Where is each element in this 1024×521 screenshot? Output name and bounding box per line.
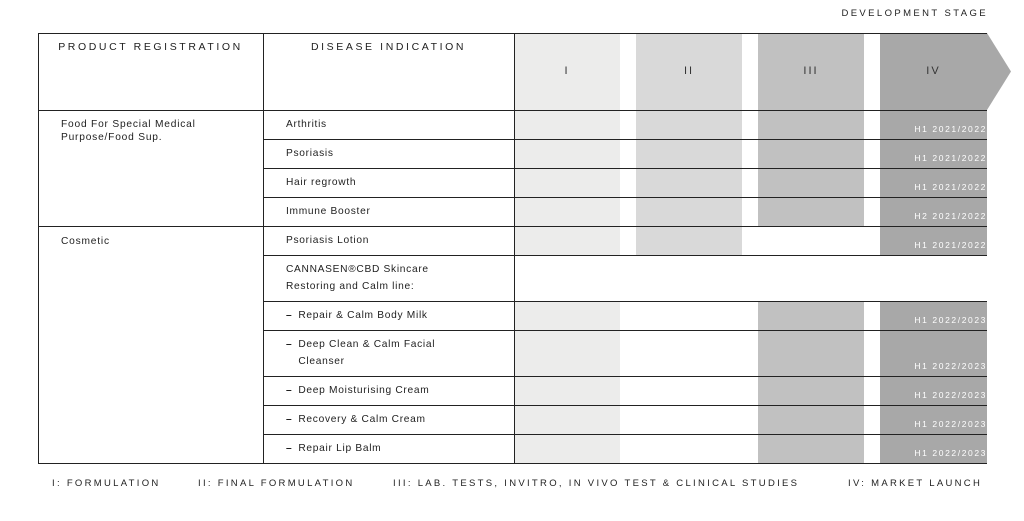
indication-cell: CANNASEN®CBD Skincare Restoring and Calm line: bbox=[286, 264, 429, 292]
indication-cell bbox=[286, 336, 486, 370]
indication-cell: Hair regrowth bbox=[286, 177, 357, 188]
launch-date-badge: H1 2022/2023 bbox=[914, 315, 987, 325]
development-stage-label: DEVELOPMENT STAGE bbox=[841, 8, 988, 19]
group-cosmetic: Cosmetic bbox=[61, 236, 110, 247]
stage-1-bar bbox=[514, 376, 620, 405]
row-divider bbox=[38, 110, 987, 111]
stage-2-label: II bbox=[683, 65, 695, 77]
dash-marker-icon: – bbox=[286, 310, 293, 321]
row-divider bbox=[263, 139, 987, 140]
indication-cell: Immune Booster bbox=[286, 206, 371, 217]
indication-cell bbox=[286, 411, 486, 428]
dash-marker-icon: – bbox=[286, 414, 293, 425]
stage-3-bar bbox=[758, 110, 864, 139]
stage-1-bar bbox=[514, 434, 620, 463]
row-divider bbox=[263, 168, 987, 169]
launch-date-badge: H1 2022/2023 bbox=[914, 390, 987, 400]
legend-final-formulation: II: FINAL FORMULATION bbox=[198, 478, 355, 489]
stage-3-bar bbox=[758, 405, 864, 434]
indication-cell: Psoriasis Lotion bbox=[286, 235, 370, 246]
indication-cell bbox=[286, 440, 486, 457]
stage-2-bar bbox=[636, 110, 742, 139]
stage-1-bar bbox=[514, 168, 620, 197]
stage-3-bar bbox=[758, 330, 864, 376]
indication-cell bbox=[286, 382, 486, 399]
indication-label: Repair & Calm Body Milk bbox=[298, 310, 428, 321]
row-divider bbox=[263, 405, 987, 406]
stage-1-bar bbox=[514, 139, 620, 168]
stage-3-bar bbox=[758, 168, 864, 197]
launch-date-badge: H2 2021/2022 bbox=[914, 211, 987, 221]
stage-1-bar bbox=[514, 330, 620, 376]
launch-date-badge: H1 2022/2023 bbox=[914, 419, 987, 429]
group-food-supplement: Food For Special Medical Purpose/Food Sup. bbox=[61, 119, 196, 143]
stage-1-bar bbox=[514, 197, 620, 226]
stage-3-bar bbox=[758, 301, 864, 330]
disease-indication-heading: DISEASE INDICATION bbox=[310, 41, 467, 53]
stage-2-bar bbox=[636, 168, 742, 197]
dash-marker-icon: – bbox=[286, 339, 293, 350]
row-divider bbox=[38, 33, 987, 34]
row-divider bbox=[263, 255, 987, 256]
column-divider bbox=[38, 33, 39, 464]
row-divider bbox=[38, 463, 987, 464]
row-divider bbox=[263, 376, 987, 377]
launch-date-badge: H1 2021/2022 bbox=[914, 153, 987, 163]
dash-marker-icon: – bbox=[286, 385, 293, 396]
indication-label: Deep Moisturising Cream bbox=[298, 385, 430, 396]
stage-3-label: III bbox=[803, 65, 819, 77]
stage-1-bar bbox=[514, 110, 620, 139]
legend-formulation: I: FORMULATION bbox=[52, 478, 161, 489]
launch-date-badge: H1 2021/2022 bbox=[914, 124, 987, 134]
column-divider bbox=[514, 33, 515, 464]
launch-date-badge: H1 2022/2023 bbox=[914, 448, 987, 458]
stage-2-bar bbox=[636, 139, 742, 168]
indication-cell: Psoriasis bbox=[286, 148, 334, 159]
launch-date-badge: H1 2021/2022 bbox=[914, 182, 987, 192]
legend-lab-tests: III: LAB. TESTS, INVITRO, IN VIVO TEST & CLINICAL STUDIES bbox=[393, 478, 800, 489]
dash-marker-icon: – bbox=[286, 443, 293, 454]
launch-date-badge: H1 2022/2023 bbox=[914, 361, 987, 371]
column-divider bbox=[263, 33, 264, 464]
row-divider bbox=[38, 226, 987, 227]
stage-1-bar bbox=[514, 226, 620, 255]
row-divider bbox=[263, 434, 987, 435]
stage-3-bar bbox=[758, 139, 864, 168]
stage-3-bar bbox=[758, 376, 864, 405]
row-divider bbox=[263, 197, 987, 198]
launch-date-badge: H1 2021/2022 bbox=[914, 240, 987, 250]
stage-1-bar bbox=[514, 405, 620, 434]
row-divider bbox=[263, 301, 987, 302]
stage-1-bar bbox=[514, 301, 620, 330]
stage-3-bar bbox=[758, 197, 864, 226]
indication-cell: Arthritis bbox=[286, 119, 327, 130]
stage-2-bar bbox=[636, 226, 742, 255]
stage-4-label: IV bbox=[926, 65, 941, 77]
stage-3-bar bbox=[758, 434, 864, 463]
stage-1-label: I bbox=[564, 65, 570, 77]
stage-2-bar bbox=[636, 197, 742, 226]
product-registration-heading: PRODUCT REGISTRATION bbox=[58, 41, 243, 53]
indication-label: Recovery & Calm Cream bbox=[298, 414, 426, 425]
indication-label: Deep Clean & Calm Facial Cleanser bbox=[298, 339, 436, 367]
indication-cell bbox=[286, 307, 486, 324]
row-divider bbox=[263, 330, 987, 331]
indication-label: Repair Lip Balm bbox=[298, 443, 382, 454]
legend-market-launch: IV: MARKET LAUNCH bbox=[848, 478, 983, 489]
